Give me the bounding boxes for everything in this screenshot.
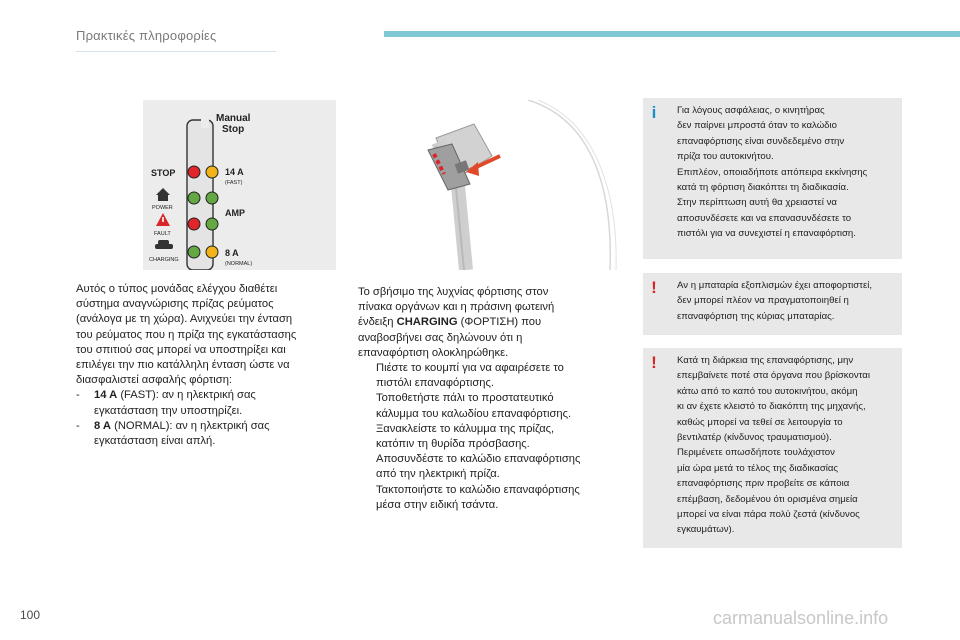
power-label: POWER — [152, 205, 173, 211]
warning-icon: ! — [651, 353, 657, 372]
intro-line: Αυτός ο τύπος μονάδας ελέγχου διαθέτει — [76, 283, 278, 295]
step-item — [358, 483, 623, 513]
14a-label: 14 A — [225, 167, 244, 177]
step-text-2: πιστόλι επαναφόρτισης. — [376, 377, 495, 390]
step-text: Τακτοποιήστε το καλώδιο επαναφόρτισης — [376, 483, 580, 496]
box-line: επαναφόρτιση της κύριας μπαταρίας. — [677, 310, 835, 322]
stop-led — [188, 166, 200, 178]
info-box — [643, 98, 902, 259]
8a-label: 8 A — [225, 248, 239, 258]
charging-label: CHARGING — [149, 257, 179, 263]
step-item — [358, 391, 623, 421]
step-text-2: μέσα στην ειδική τσάντα. — [376, 498, 499, 511]
intro-text: ένδειξη — [358, 316, 397, 329]
box-line: Κατά τη διάρκεια της επαναφόρτισης, μην — [677, 355, 854, 366]
step-text: Ξανακλείστε το κάλυμμα της πρίζας, — [376, 422, 555, 435]
box-line: επέμβαση, δεδομένου ότι ορισμένα σημεία — [677, 493, 858, 505]
charging-cable-illustration — [378, 100, 618, 270]
8a-led — [206, 246, 218, 258]
item-text: (NORMAL): αν η ηλεκτρική σας — [111, 419, 270, 432]
intro-line: διασφαλιστεί ασφαλής φόρτιση: — [76, 374, 233, 387]
step-text-2: κάλυμμα του καλωδίου επαναφόρτισης. — [376, 407, 572, 420]
item-text-2: εγκατάσταση είναι απλή. — [94, 435, 216, 448]
box-line: βεντιλατέρ (κίνδυνος τραυματισμού). — [677, 432, 832, 444]
intro-line: αναβοσβήνει σας δηλώνουν ότι η — [358, 331, 523, 344]
info-icon: i — [651, 103, 657, 122]
step-text-2: από την ηλεκτρική πρίζα. — [376, 468, 500, 481]
charging-keyword: CHARGING — [396, 316, 458, 329]
control-unit-illustration — [143, 100, 336, 270]
intro-line — [358, 315, 623, 330]
box-line: Για λόγους ασφάλειας, ο κινητήρας — [677, 105, 825, 116]
warning-icon: ! — [651, 278, 657, 297]
fault-label: FAULT — [154, 231, 171, 237]
box-line: αποσυνδέσετε και να επανασυνδέσετε το — [677, 212, 852, 224]
box-line: πρίζα του αυτοκινήτου. — [677, 151, 774, 163]
box-line: δεν μπορεί πλέον να πραγματοποιηθεί η — [677, 295, 849, 307]
left-text-column — [76, 282, 326, 449]
step-text-2: κατόπιν τη θυρίδα πρόσβασης. — [376, 438, 530, 451]
fast-label: (FAST) — [225, 180, 243, 186]
step-item — [358, 452, 623, 482]
box-line: πιστόλι για να συνεχιστεί η επαναφόρτιση. — [677, 228, 856, 240]
dash-marker: - — [76, 419, 80, 432]
manual-stop-label-2: Stop — [222, 124, 245, 135]
warning-box-text — [643, 348, 902, 543]
warning-box — [643, 273, 902, 335]
box-line: μπορεί να είναι πάρα πολύ ζεστά (κίνδυνος — [677, 509, 860, 521]
section-title: Πρακτικές πληροφορίες — [76, 28, 217, 43]
intro-line: πίνακα οργάνων και η πράσινη φωτεινή — [358, 301, 555, 314]
header-underline — [76, 51, 276, 52]
intro-line: σύστημα αναγνώρισης πρίζας ρεύματος — [76, 298, 274, 311]
amp-led-2 — [206, 218, 218, 230]
box-line: κατά τη φόρτιση διακόπτει τη διαδικασία. — [677, 182, 849, 194]
box-line: εγκαυμάτων). — [677, 524, 735, 536]
step-item — [358, 422, 623, 452]
box-line: καθώς μπορεί να τεθεί σε λειτουργία το — [677, 416, 843, 428]
box-line: Στην περίπτωση αυτή θα χρειαστεί να — [677, 197, 837, 209]
14a-led — [206, 166, 218, 178]
warning-box-text — [643, 273, 902, 329]
step-text: Πιέστε το κουμπί για να αφαιρέσετε το — [376, 362, 564, 375]
charging-led — [188, 246, 200, 258]
item-bold: 14 A — [94, 389, 118, 402]
power-led — [188, 192, 200, 204]
box-line: Περιμένετε οπωσδήποτε τουλάχιστον — [677, 447, 835, 459]
box-line: επαναφόρτισης είναι συνδεδεμένο στην — [677, 135, 845, 147]
intro-line: Το σβήσιμο της λυχνίας φόρτισης στον — [358, 286, 549, 298]
amp-led-1 — [206, 192, 218, 204]
box-line: δεν παίρνει μπροστά όταν το καλώδιο — [677, 120, 837, 132]
box-line: κι αν έχετε κλειστό το διακόπτη της μηχανής, — [677, 401, 866, 413]
box-line: κάτω από το καπό του αυτοκινήτου, ακόμη — [677, 385, 858, 397]
normal-label: (NORMAL) — [225, 261, 253, 267]
intro-line: επιλέγει την πιο κατάλληλη ένταση ώστε να — [76, 359, 290, 372]
box-line: μία ώρα μετά το τέλος της διαδικασίας — [677, 462, 839, 474]
header-accent-bar — [384, 31, 960, 37]
stop-label: STOP — [151, 168, 176, 178]
box-line: επαναφόρτισης πριν προβείτε σε κάποια — [677, 478, 850, 490]
dash-marker: - — [76, 389, 80, 402]
box-line: Αν η μπαταρία εξοπλισμών έχει αποφορτιστεί, — [677, 280, 873, 291]
box-line: επεμβαίνετε ποτέ στα όργανα που βρίσκονται — [677, 370, 870, 382]
watermark: carmanualsonline.info — [713, 608, 889, 628]
step-text: Τοποθετήστε πάλι το προστατευτικό — [376, 392, 554, 405]
middle-text-column — [358, 285, 623, 513]
fault-led — [188, 218, 200, 230]
warning-box — [643, 348, 902, 548]
item-bold: 8 A — [94, 419, 111, 432]
intro-line: του ρεύματος που η πρίζα της εγκατάστασης — [76, 328, 297, 341]
amp-label: AMP — [225, 208, 245, 218]
list-item — [76, 388, 326, 418]
list-item — [76, 419, 326, 449]
manual-stop-label-1: Manual — [216, 113, 251, 124]
info-box-text — [643, 98, 902, 247]
intro-line: (ανάλογα με τη χώρα). Ανιχνεύει την ένταση — [76, 313, 293, 326]
item-text: (FAST): αν η ηλεκτρική σας — [117, 389, 256, 402]
intro-line: επαναφόρτιση ολοκληρώθηκε. — [358, 346, 509, 359]
page-number: 100 — [20, 608, 41, 622]
step-text: Αποσυνδέστε το καλώδιο επαναφόρτισης — [376, 453, 581, 466]
item-text-2: εγκατάσταση την υποστηρίζει. — [94, 404, 243, 417]
box-line: Επιπλέον, οποιαδήποτε απόπειρα εκκίνησης — [677, 166, 868, 178]
intro-text: (ΦΟΡΤΙΣΗ) που — [457, 316, 542, 329]
intro-line: του σπιτιού σας μπορεί να υποστηρίξει και — [76, 343, 286, 356]
step-item — [358, 361, 623, 391]
